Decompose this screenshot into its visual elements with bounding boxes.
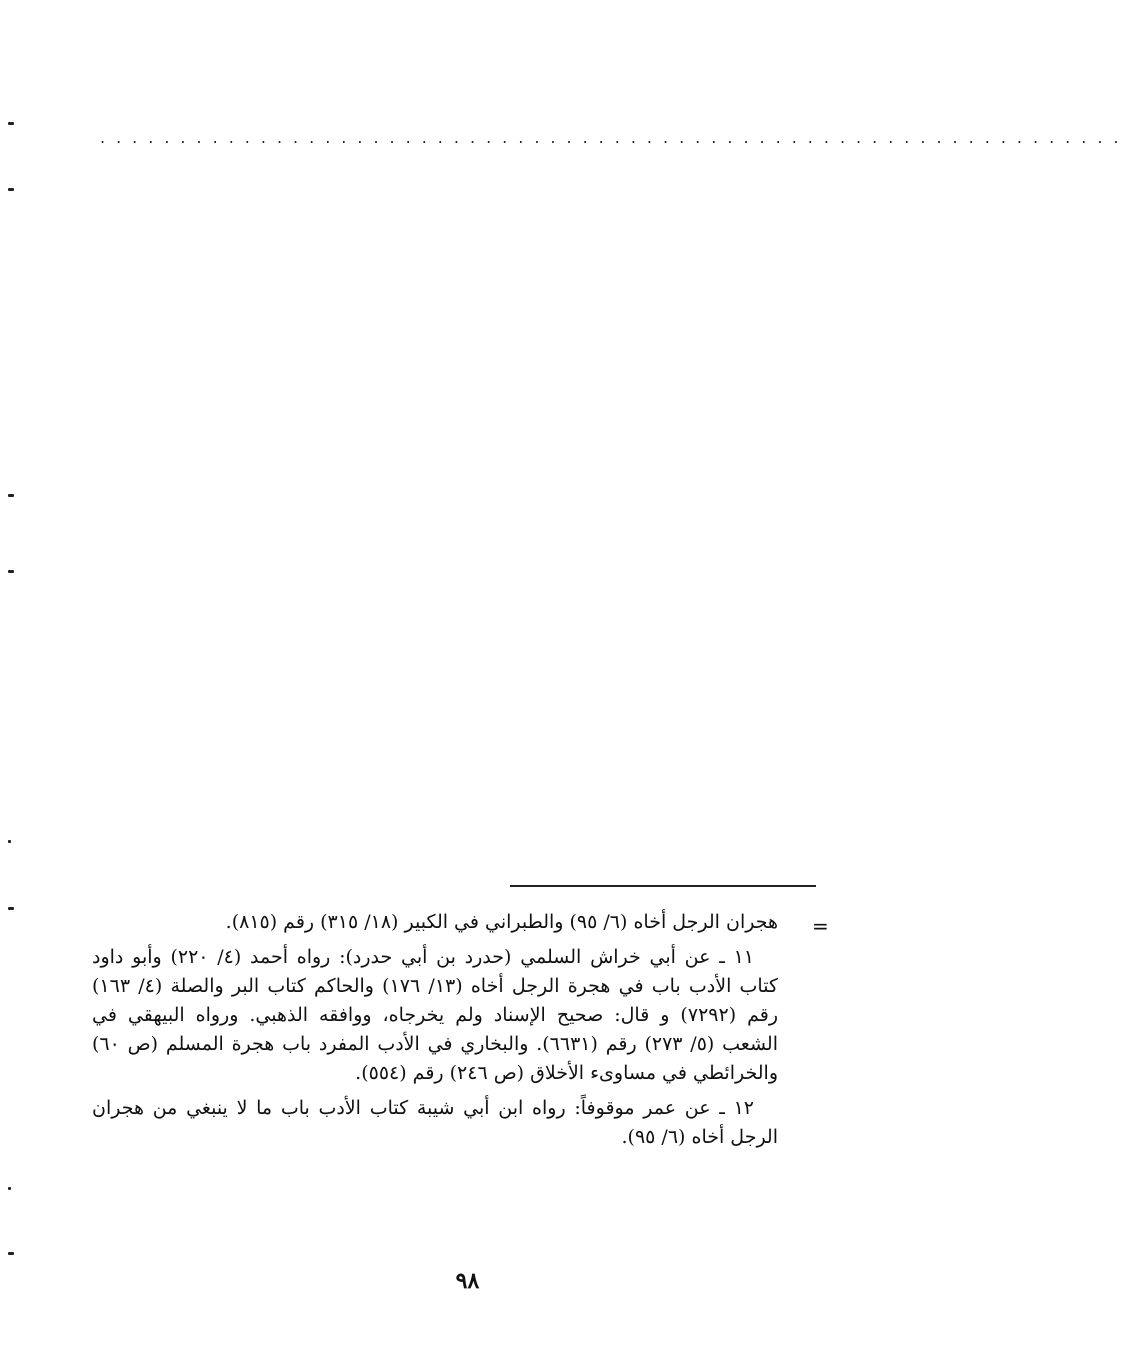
footnote-12: ١٢ ـ عن عمر موقوفاً: رواه ابن أبي شيبة كتاب الأدب باب ما لا ينبغي من هجران الرجل أخاه (٦/ ٩٥).	[92, 1097, 778, 1148]
scan-margin-mark	[8, 570, 14, 573]
footnote-11: ١١ ـ عن أبي خراش السلمي (حدرد بن أبي حدرد): رواه أحمد (٤/ ٢٢٠) وأبو داود كتاب الأدب باب في هجرة الرجل أخاه (١٣/ ١٧٦) والحاكم كتاب البر والصلة (٤/ ١٦٣) رقم (٧٢٩٢) و قال: صحيح الإسناد ولم يخرجاه، ووافقه الذهبي. ورواه البيهقي في الشعب (٥/ ٢٧٣) رقم (٦٦٣١). والبخاري في الأدب المفرد باب هجرة المسلم (ص ٦٠) والخرائطي في مساوىء الأخلاق (ص ٢٤٦) رقم (٥٥٤).	[92, 946, 778, 1084]
footnotes-block	[92, 908, 778, 1158]
scan-margin-mark	[8, 122, 14, 125]
scan-margin-mark	[8, 1187, 11, 1190]
scan-margin-mark	[8, 840, 11, 843]
scan-margin-mark	[8, 1252, 14, 1255]
scan-margin-mark	[8, 188, 14, 191]
continuation-marker: =	[812, 914, 829, 938]
footnote-separator-rule	[510, 885, 816, 887]
footnote-continuation: هجران الرجل أخاه (٦/ ٩٥) والطبراني في الكبير (١٨/ ٣١٥) رقم (٨١٥).	[225, 911, 778, 933]
dotted-separator: ................................................................	[100, 128, 1130, 147]
scan-margin-mark	[8, 494, 14, 497]
scan-margin-mark	[8, 907, 14, 910]
page-number: ٩٨	[455, 1268, 480, 1294]
